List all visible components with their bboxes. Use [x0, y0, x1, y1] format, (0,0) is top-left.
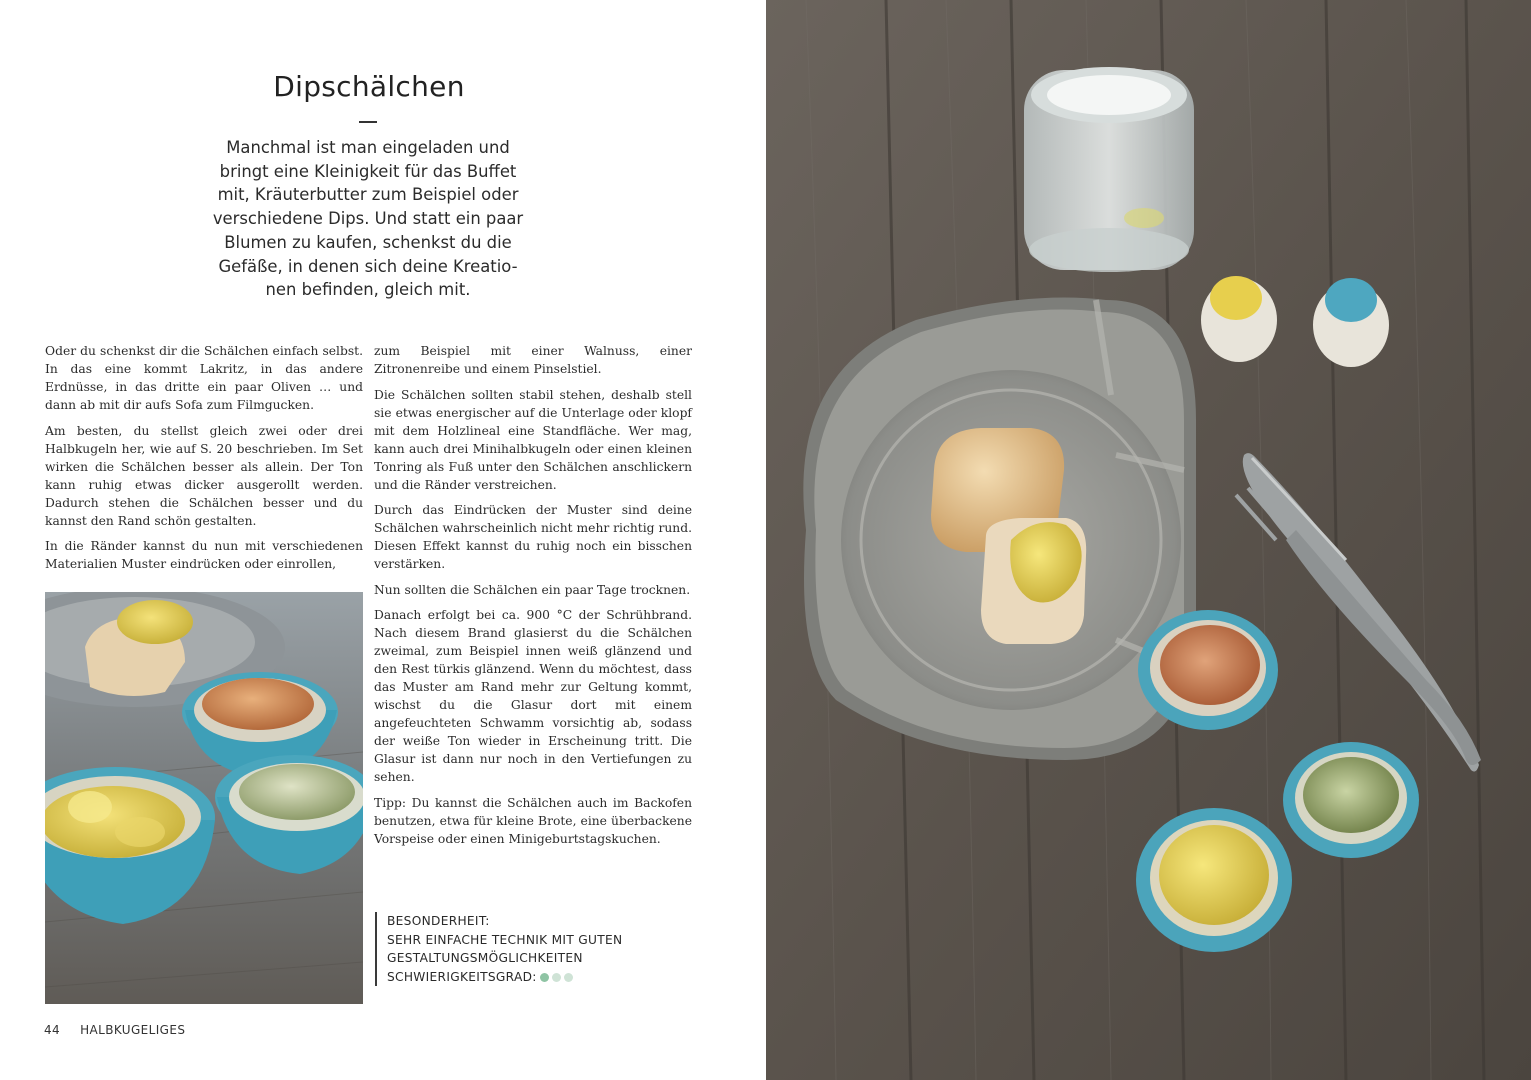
intro-line: nen befinden, gleich mit. [265, 280, 471, 300]
intro-text [200, 136, 536, 302]
chapter-title: HALBKUGELIGES [80, 1023, 186, 1037]
intro-line: mit, Kräuterbutter zum Beispiel oder [217, 185, 519, 205]
difficulty-label: SCHWIERIGKEITSGRAD: [387, 969, 537, 984]
body-paragraph: Die Schälchen sollten stabil stehen, deshalb stell sie etwas energischer auf die Unterlage oder klopf mit dem Holzlineal eine Standfläche. Wer mag, kann auch drei Minihalbkugeln oder einen kleinen Tonring als Fuß unter den Schälchen anschlickern und die Ränder verstreichen. [374, 387, 692, 492]
info-heading: BESONDERHEIT: [387, 914, 490, 928]
intro-line: bringt eine Kleinigkeit für das Buffet [219, 161, 517, 181]
difficulty-dot [552, 973, 561, 982]
intro-line: Blumen zu kaufen, schenkst du die [224, 232, 512, 252]
body-paragraph: Danach erfolgt bei ca. 900 °C der Schrühbrand. Nach diesem Brand glasierst du die Schälchen zweimal, zum Beispiel innen weiß glänzend und den Rest türkis glänzend. Wenn du möchtest, dass das Muster am Rand mehr zur Geltung kommt, wischst du die Glasur dort mit einem angefeuchteten Schwamm vorsichtig ab, sodass der weiße Ton wieder in Erscheinung tritt. Die Glasur ist dann nur noch in den Vertiefungen zu sehen. [374, 608, 692, 784]
info-line: GESTALTUNGSMÖGLICHKEITEN [387, 951, 583, 966]
body-paragraph: Am besten, du stellst gleich zwei oder drei Halbkugeln her, wie auf S. 20 beschrieben. Im Set wirken die Schälchen besser als allein. Der Ton kann ruhig etwas dicker ausgerollt werden. Dadurch stehen die Schälchen besser und du kannst den Rand schön gestalten. [45, 423, 363, 528]
dip-bowls-photo [45, 592, 363, 1004]
body-paragraph: zum Beispiel mit einer Walnuss, einer Zitronenreibe und einem Pinselstiel. [374, 344, 692, 376]
body-paragraph: Oder du schenkst dir die Schälchen einfach selbst. In das eine kommt Lakritz, in das andere Erdnüsse, in das dritte ein paar Oliven … und dann ab mit dir aufs Sofa zum Filmgucken. [45, 344, 363, 412]
difficulty-row [387, 968, 677, 987]
body-paragraph: Durch das Eindrücken der Muster sind deine Schälchen wahrscheinlich nicht mehr richtig rund. Diesen Effekt kannst du ruhig noch ein bisschen verstärken. [374, 503, 692, 571]
page-number: 44 [44, 1023, 61, 1037]
page-title: Dipschälchen [273, 70, 465, 103]
intro-line: Manchmal ist man eingeladen und [226, 138, 510, 157]
food-table-illustration [766, 0, 1531, 1080]
body-paragraph: Nun sollten die Schälchen ein paar Tage trocknen. [374, 582, 691, 597]
body-column-left [45, 342, 363, 581]
feature-info-box [375, 912, 677, 986]
info-line: SEHR EINFACHE TECHNIK MIT GUTEN [387, 932, 623, 947]
title-divider [359, 121, 377, 123]
page-footer [44, 1023, 185, 1037]
body-column-right [374, 342, 692, 855]
intro-line: Gefäße, in denen sich deine Kreatio- [218, 256, 518, 276]
difficulty-dot [564, 973, 573, 982]
dip-bowls-illustration [45, 592, 363, 1004]
difficulty-dots [537, 970, 573, 984]
right-page-photo [766, 0, 1531, 1080]
intro-line: verschiedene Dips. Und statt ein paar [212, 209, 524, 229]
difficulty-dot [540, 973, 549, 982]
tip-paragraph: Tipp: Du kannst die Schälchen auch im Backofen benutzen, etwa für kleine Brote, eine überbackene Vorspeise oder einen Minigeburtstagskuchen. [374, 795, 692, 846]
body-paragraph: In die Ränder kannst du nun mit verschiedenen Materialien Muster eindrücken oder einrollen, [45, 539, 363, 571]
